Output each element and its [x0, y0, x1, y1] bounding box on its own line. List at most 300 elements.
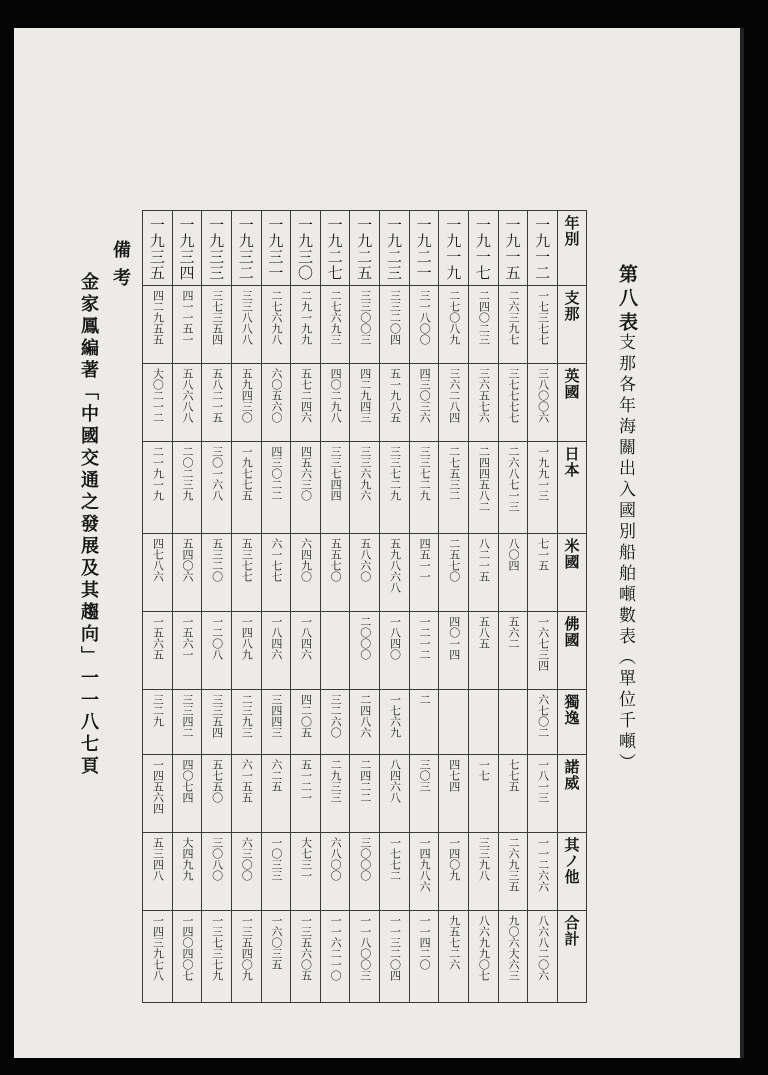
value-text: 二九三三 — [329, 759, 343, 804]
value-text: 四二九五五 — [151, 290, 165, 345]
value-cell — [172, 442, 202, 534]
value-cell — [498, 612, 528, 690]
table-row — [143, 755, 587, 833]
value-cell — [409, 364, 439, 442]
value-text: 四七四 — [447, 759, 461, 793]
value-text: 一四五六四 — [151, 759, 165, 815]
value-cell — [261, 833, 291, 911]
value-cell — [172, 911, 202, 1003]
row-label-cell — [558, 286, 587, 364]
value-text: 五五七〇 — [329, 537, 343, 582]
value-cell — [439, 533, 469, 611]
value-cell — [409, 442, 439, 534]
value-text: 三七七七七 — [507, 368, 520, 424]
value-cell — [380, 612, 410, 690]
value-text: 三二九 — [151, 694, 165, 728]
value-text: 一一二六六 — [536, 837, 550, 893]
value-text: 二七〇八九 — [447, 290, 461, 345]
value-cell — [469, 364, 499, 442]
table-row — [143, 533, 587, 611]
value-text: 二一九一九 — [151, 446, 165, 502]
value-cell — [498, 533, 528, 611]
value-text: 二四四五八二 — [477, 446, 491, 513]
value-text: 六四九〇 — [299, 537, 313, 582]
value-cell — [143, 442, 173, 534]
value-text: 一八一三 — [536, 759, 550, 804]
year-header — [558, 211, 587, 286]
value-cell — [350, 911, 380, 1003]
year-label: 一九二五 — [355, 217, 374, 281]
value-text: 五四〇六 — [180, 537, 194, 582]
table-row — [143, 833, 587, 911]
value-cell — [291, 690, 321, 755]
value-cell — [261, 612, 291, 690]
value-text: 一八四六 — [299, 616, 313, 661]
value-cell — [202, 286, 232, 364]
value-cell — [172, 533, 202, 611]
value-text: 二七五三二 — [447, 446, 461, 502]
value-text: 一四〇九 — [447, 837, 461, 882]
value-cell — [143, 533, 173, 611]
year-label: 一九二七 — [325, 217, 344, 281]
value-cell — [469, 690, 499, 755]
value-cell — [498, 286, 528, 364]
value-cell — [528, 690, 558, 755]
year-label: 一九三二 — [236, 217, 255, 281]
row-label-cell — [558, 690, 587, 755]
row-label-cell — [558, 833, 587, 911]
value-cell — [231, 690, 261, 755]
year-header-label: 年別 — [562, 215, 581, 247]
value-cell — [291, 286, 321, 364]
value-text: 一一八〇〇三 — [358, 915, 372, 982]
value-text: 一四三九七八 — [151, 915, 165, 982]
year-cell — [231, 211, 261, 286]
value-text: 二 — [418, 694, 432, 706]
value-cell — [439, 911, 469, 1003]
row-label-cell — [558, 911, 587, 1003]
value-cell — [172, 690, 202, 755]
row-label: 日本 — [562, 446, 581, 479]
value-text: 五三四八 — [151, 837, 165, 882]
value-text: 一九七七五 — [240, 446, 254, 502]
value-cell — [143, 364, 173, 442]
value-cell — [439, 755, 469, 833]
value-text: 三六二八四 — [447, 368, 461, 424]
value-text: 二六八七一三 — [507, 446, 520, 513]
table-row — [143, 442, 587, 534]
value-cell — [380, 442, 410, 534]
value-text: 四三〇二二 — [269, 446, 283, 502]
value-text: 五一九八五 — [388, 368, 402, 424]
value-cell — [380, 533, 410, 611]
value-text: 九〇六大六三 — [507, 915, 520, 982]
value-cell — [143, 911, 173, 1003]
value-cell — [202, 911, 232, 1003]
table-row — [143, 911, 587, 1003]
value-text: 八六九九〇七 — [477, 915, 491, 982]
value-cell — [320, 442, 350, 534]
value-text: 一四八九 — [240, 616, 254, 661]
row-label: 諾威 — [562, 759, 581, 792]
year-label: 一九三四 — [177, 217, 196, 281]
value-cell — [528, 364, 558, 442]
value-cell — [498, 911, 528, 1003]
value-text: 一一六二一〇 — [329, 915, 343, 982]
row-label: 支那 — [562, 290, 581, 322]
value-cell — [498, 755, 528, 833]
value-cell — [320, 612, 350, 690]
value-text: 三三九八 — [477, 837, 491, 882]
row-label: 佛國 — [562, 616, 581, 649]
year-cell — [320, 211, 350, 286]
table-row — [143, 286, 587, 364]
year-cell — [202, 211, 232, 286]
year-label: 一九三〇 — [296, 217, 315, 281]
value-text: 九五七二六 — [447, 915, 461, 971]
value-cell — [528, 442, 558, 534]
value-text: 三三二〇四 — [388, 290, 402, 345]
year-cell — [291, 211, 321, 286]
value-cell — [469, 286, 499, 364]
value-text: 大七三一 — [299, 837, 313, 882]
value-cell — [409, 286, 439, 364]
value-text: 五八六〇 — [358, 537, 372, 582]
value-text: 三三六九六 — [358, 446, 372, 502]
value-cell — [143, 690, 173, 755]
value-text: 六一五五 — [240, 759, 254, 804]
value-text: 二六三九七 — [507, 290, 520, 345]
year-cell — [469, 211, 499, 286]
value-text: 一五六五 — [151, 616, 165, 661]
value-cell — [261, 286, 291, 364]
value-cell — [202, 612, 232, 690]
value-cell — [469, 755, 499, 833]
value-cell — [172, 612, 202, 690]
document-page — [14, 28, 744, 1058]
value-cell — [261, 364, 291, 442]
value-cell — [202, 533, 232, 611]
value-text: 一二〇八 — [210, 616, 224, 661]
value-cell — [350, 690, 380, 755]
value-cell — [469, 833, 499, 911]
year-label: 一九一七 — [473, 217, 492, 281]
value-text: 五三七七 — [240, 537, 254, 582]
value-cell — [143, 833, 173, 911]
value-cell — [469, 911, 499, 1003]
year-cell — [380, 211, 410, 286]
table-row — [143, 364, 587, 442]
value-text: 一一四二〇 — [418, 915, 432, 971]
value-cell — [439, 833, 469, 911]
value-text: 三三〇〇三 — [358, 290, 372, 345]
value-text: 三二六〇 — [329, 694, 343, 739]
value-text: 二四二二 — [358, 759, 372, 804]
value-cell — [202, 833, 232, 911]
value-cell — [320, 911, 350, 1003]
value-text: 三四四三 — [269, 694, 283, 739]
value-cell — [172, 286, 202, 364]
value-text: 五八五 — [477, 616, 491, 650]
row-label: 獨逸 — [562, 694, 581, 727]
value-text: 一二一二 — [418, 616, 432, 661]
value-text: 五三二〇 — [210, 537, 224, 582]
value-cell — [320, 364, 350, 442]
value-text: 三一八〇〇 — [418, 290, 432, 345]
value-text: 四〇二九八 — [329, 368, 343, 424]
value-text: 八四六八 — [388, 759, 402, 804]
value-text: 一〇三三 — [269, 837, 283, 882]
value-text: 二六九三五 — [507, 837, 520, 893]
value-cell — [380, 286, 410, 364]
value-text: 五九四三〇 — [240, 368, 254, 424]
value-cell — [172, 364, 202, 442]
year-label: 一九一九 — [444, 217, 463, 281]
value-cell — [469, 533, 499, 611]
year-label: 一九一五 — [503, 217, 522, 281]
value-text: 大〇二一二 — [151, 368, 165, 424]
value-cell — [439, 690, 469, 755]
value-text: 二四八六 — [358, 694, 372, 739]
value-cell — [291, 442, 321, 534]
value-cell — [291, 911, 321, 1003]
year-cell — [498, 211, 528, 286]
year-cell — [409, 211, 439, 286]
value-cell — [350, 442, 380, 534]
value-text: 六三〇〇 — [240, 837, 254, 882]
value-cell — [469, 612, 499, 690]
value-text: 六〇五六〇 — [269, 368, 283, 424]
value-text: 一九九一三 — [536, 446, 550, 502]
value-cell — [202, 364, 232, 442]
value-cell — [320, 833, 350, 911]
value-text: 五七二四六 — [299, 368, 313, 424]
value-cell — [261, 911, 291, 1003]
value-text: 二七六九三 — [329, 290, 343, 345]
value-text: 一四〇四〇七 — [180, 915, 194, 982]
row-label: 米國 — [562, 537, 581, 570]
value-cell — [528, 755, 558, 833]
value-cell — [231, 755, 261, 833]
value-cell — [231, 911, 261, 1003]
value-cell — [409, 533, 439, 611]
value-text: 一四九八六 — [418, 837, 432, 893]
value-cell — [320, 755, 350, 833]
value-text: 五八六八八 — [180, 368, 194, 424]
value-text: 一七七二 — [388, 837, 402, 882]
value-cell — [202, 442, 232, 534]
value-text: 二五七〇 — [447, 537, 461, 582]
value-text: 六七〇二 — [536, 694, 550, 739]
value-text: 二三九三 — [240, 694, 254, 739]
value-text: 一五六一 — [180, 616, 194, 661]
value-text: 一六〇三五 — [269, 915, 283, 971]
value-cell — [261, 755, 291, 833]
value-cell — [439, 286, 469, 364]
value-text: 三〇三 — [418, 759, 432, 793]
value-cell — [291, 364, 321, 442]
value-cell — [231, 442, 261, 534]
data-table — [142, 210, 587, 1003]
value-cell — [528, 911, 558, 1003]
value-text: 六一七七 — [269, 537, 283, 582]
value-cell — [143, 755, 173, 833]
value-text: 五一二一 — [299, 759, 313, 804]
value-cell — [380, 755, 410, 833]
year-cell — [439, 211, 469, 286]
value-cell — [439, 442, 469, 534]
value-cell — [528, 612, 558, 690]
table-title: 第八表 — [616, 264, 638, 336]
value-cell — [350, 533, 380, 611]
remarks-text: 金家鳳編著「中國交通之發展及其趨向」一一八七頁 — [78, 272, 99, 778]
value-text: 三三八八八 — [240, 290, 254, 345]
value-cell — [350, 612, 380, 690]
value-text: 三三五四 — [210, 694, 224, 739]
value-cell — [380, 911, 410, 1003]
value-text: 一三五四〇九 — [240, 915, 254, 982]
value-cell — [498, 442, 528, 534]
value-text: 六八〇〇 — [329, 837, 343, 882]
value-cell — [409, 690, 439, 755]
value-cell — [409, 612, 439, 690]
value-cell — [498, 690, 528, 755]
value-cell — [261, 533, 291, 611]
value-text: 二九一九九 — [299, 290, 313, 345]
value-text: 四一一五一 — [180, 290, 194, 345]
value-text: 四二〇五 — [299, 694, 313, 739]
value-text: 六二五 — [269, 759, 283, 793]
value-text: 一三五六〇五 — [299, 915, 313, 982]
value-cell — [350, 364, 380, 442]
value-text: 一七 — [477, 759, 491, 782]
value-text: 一七三七七 — [536, 290, 550, 345]
value-text: 四二九四三 — [358, 368, 372, 424]
value-cell — [202, 755, 232, 833]
value-text: 一八四〇 — [388, 616, 402, 661]
row-label-cell — [558, 755, 587, 833]
value-cell — [380, 364, 410, 442]
year-cell — [350, 211, 380, 286]
value-text: 八六八二〇六 — [536, 915, 550, 982]
value-text: 三六五七六 — [477, 368, 491, 424]
value-text: 三〇〇〇 — [358, 837, 372, 882]
year-label: 一九三五 — [147, 217, 166, 281]
value-text: 七一五 — [536, 537, 550, 571]
row-label-cell — [558, 364, 587, 442]
row-label: 英國 — [562, 368, 581, 401]
value-cell — [231, 833, 261, 911]
year-row — [143, 211, 587, 286]
value-cell — [291, 833, 321, 911]
value-text: 一三七三七九 — [210, 915, 224, 982]
row-label-cell — [558, 612, 587, 690]
table-row — [143, 612, 587, 690]
value-text: 四〇七四 — [180, 759, 194, 804]
value-text: 四三〇三六 — [418, 368, 432, 424]
value-text: 一一三二〇四 — [388, 915, 402, 982]
year-cell — [143, 211, 173, 286]
value-text: 七七五 — [507, 759, 520, 793]
value-cell — [528, 833, 558, 911]
value-text: 一六七三四 — [536, 616, 550, 672]
year-label: 一九二一 — [414, 217, 433, 281]
year-label: 一九三一 — [266, 217, 285, 281]
value-cell — [143, 286, 173, 364]
value-text: 三三七二九 — [388, 446, 402, 502]
value-text: 三三七二九 — [418, 446, 432, 502]
value-text: 二〇二三九 — [180, 446, 194, 502]
value-cell — [350, 286, 380, 364]
value-text: 四五一一 — [418, 537, 432, 582]
value-cell — [350, 833, 380, 911]
value-cell — [528, 286, 558, 364]
value-cell — [439, 612, 469, 690]
value-text: 三〇八〇 — [210, 837, 224, 882]
value-cell — [143, 612, 173, 690]
value-cell — [261, 690, 291, 755]
value-cell — [409, 833, 439, 911]
value-text: 三〇一六八 — [210, 446, 224, 502]
year-label: 一九二三 — [384, 217, 403, 281]
year-label: 一九三三 — [207, 217, 226, 281]
year-cell — [172, 211, 202, 286]
row-label: 其ノ他 — [562, 837, 581, 886]
value-cell — [380, 690, 410, 755]
value-cell — [320, 286, 350, 364]
value-cell — [320, 690, 350, 755]
value-text: 八二一五 — [477, 537, 491, 582]
value-cell — [409, 755, 439, 833]
value-cell — [350, 755, 380, 833]
value-text: 三八〇〇六 — [536, 368, 550, 424]
value-text: 五八二一五 — [210, 368, 224, 424]
value-text: 四七八六 — [151, 537, 165, 582]
value-cell — [291, 612, 321, 690]
value-text: 二七六九八 — [269, 290, 283, 345]
value-text: 五七五〇 — [210, 759, 224, 804]
value-cell — [261, 442, 291, 534]
year-label: 一九一二 — [533, 217, 552, 281]
value-cell — [231, 612, 261, 690]
value-text: 五九八六八 — [388, 537, 402, 593]
value-cell — [202, 690, 232, 755]
value-text: 三三七四四 — [329, 446, 343, 502]
value-text: 大四九九 — [180, 837, 194, 882]
value-text: 四五六三〇 — [299, 446, 313, 502]
value-cell — [469, 442, 499, 534]
value-cell — [498, 833, 528, 911]
remarks-label: 備考 — [110, 240, 131, 296]
value-cell — [172, 833, 202, 911]
year-cell — [261, 211, 291, 286]
value-cell — [172, 755, 202, 833]
value-text: 二四〇二三 — [477, 290, 491, 345]
value-cell — [439, 364, 469, 442]
value-text: 四〇一四 — [447, 616, 461, 661]
value-cell — [409, 911, 439, 1003]
value-cell — [380, 833, 410, 911]
table-heading: 支那各年海關出入國別船舶噸數表（單位千噸） — [615, 333, 635, 774]
row-label: 合計 — [562, 915, 581, 948]
value-text: 八〇四 — [507, 537, 520, 571]
value-text: 三七三五四 — [210, 290, 224, 345]
value-cell — [231, 364, 261, 442]
row-label-cell — [558, 442, 587, 534]
value-text: 二〇〇〇 — [358, 616, 372, 661]
value-text: 一八四六 — [269, 616, 283, 661]
year-cell — [528, 211, 558, 286]
